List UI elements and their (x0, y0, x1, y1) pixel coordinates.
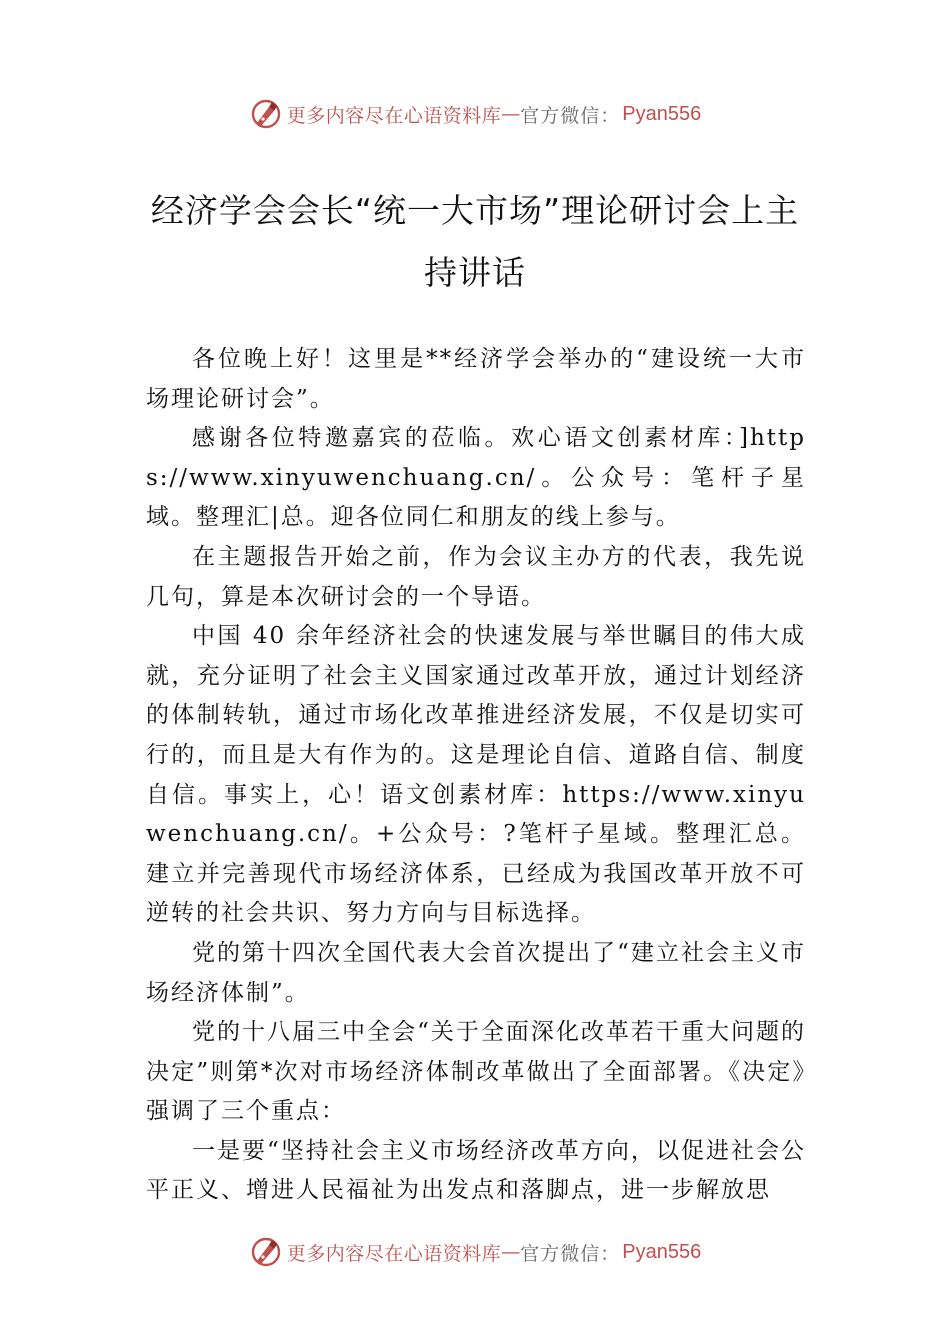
paragraph: 中国 40 余年经济社会的快速发展与举世瞩目的伟大成就，充分证明了社会主义国家通过改革开放，通过计划经济的体制转轨，通过市场化改革推进经济发展，不仅是切实可行的，而且是大有作为的。这是理论自信、道路自信、制度自信。事实上，心！语文创素材库：https://www.xinyuwenchuang.cn/。+公众号：?笔杆子星域。整理汇总。建立并完善现代市场经济体系，已经成为我国改革开放不可逆转的社会共识、努力方向与目标选择。 (146, 623, 806, 927)
banner-brand-text: 更多内容尽在心语资料库 (286, 1242, 502, 1265)
paragraph: 感谢各位特邀嘉宾的莅临。欢心语文创素材库：]https://www.xinyuwenchuang.cn/。公众号：笔杆子星域。整理汇|总。迎各位同仁和朋友的线上参与。 (146, 425, 806, 531)
pen-nib-logo-icon (249, 1235, 283, 1269)
banner-wechat-id: Pyan556 (622, 1240, 702, 1263)
banner-wechat-id: Pyan556 (622, 102, 702, 125)
paragraph: 党的十八届三中全会“关于全面深化改革若干重大问题的决定”则第*次对市场经济体制改革做出了全面部署。《决定》强调了三个重点： (146, 1019, 806, 1125)
document-title: 经济学会会长“统一大市场”理论研讨会上主持讲话 (150, 191, 800, 292)
header-banner (0, 94, 950, 134)
footer-banner (0, 1232, 950, 1272)
document-body (146, 340, 806, 1211)
paragraph: 各位晚上好！这里是**经济学会举办的“建设统一大市场理论研讨会”。 (146, 346, 806, 412)
banner-dash: — (501, 1241, 521, 1263)
paragraph: 在主题报告开始之前，作为会议主办方的代表，我先说几句，算是本次研讨会的一个导语。 (146, 543, 806, 610)
banner-brand-text: 更多内容尽在心语资料库 (286, 104, 502, 127)
banner-dash: — (501, 103, 521, 125)
banner-official-label: 官方微信： (520, 1242, 621, 1265)
pen-nib-logo-icon (249, 97, 283, 131)
paragraph: 一是要“坚持社会主义市场经济改革方向，以促进社会公平正义、增进人民福祉为出发点和落脚点，进一步解放思 (146, 1137, 806, 1204)
paragraph: 党的第十四次全国代表大会首次提出了“建立社会主义市场经济体制”。 (146, 939, 806, 1006)
banner-official-label: 官方微信： (520, 104, 621, 127)
